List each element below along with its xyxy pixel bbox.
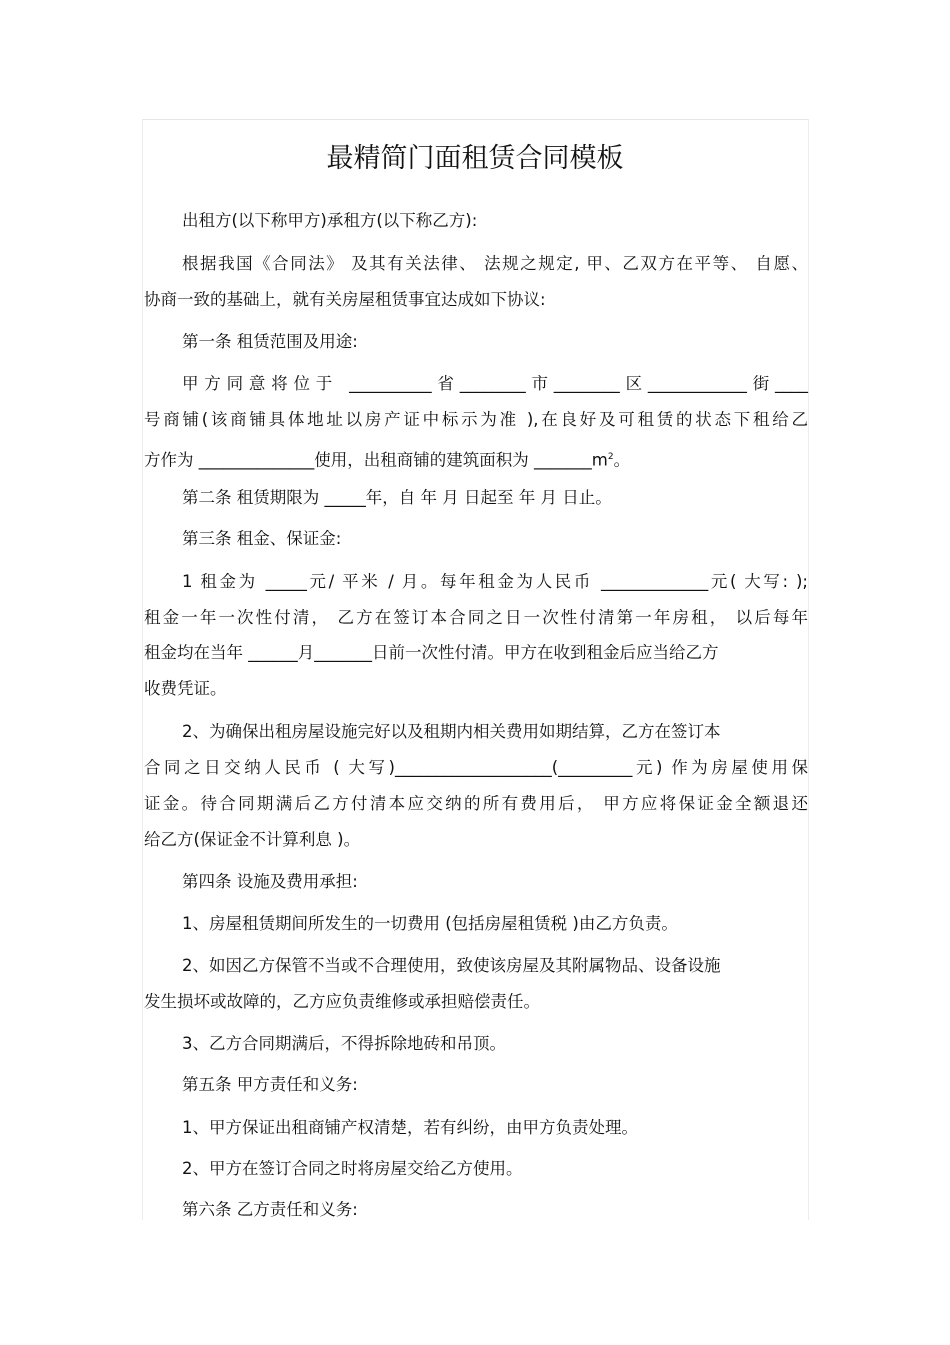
- article-1-line-3: 方作为 ______________使用，出租商铺的建筑面积为 $\_\_\_\_\_\_\_m^2$。: [144, 450, 631, 470]
- article-3-clause-1-line-2: 租金一年一次性付清， 乙方在签订本合同之日一次性付清第一年房租， 以后每年: [144, 608, 808, 627]
- article-3-heading: 第三条 租金、保证金:: [182, 529, 342, 548]
- article-5-heading: 第五条 甲方责任和义务:: [182, 1075, 358, 1094]
- preamble-line-2: 协商一致的基础上，就有关房屋租赁事宜达成如下协议:: [144, 290, 546, 309]
- article-2-line: 第二条 租赁期限为 _____年，自 年 月 日起至 年 月 日止。: [182, 488, 612, 507]
- document-title: 最精简门面租赁合同模板: [326, 143, 624, 174]
- article-6-heading: 第六条 乙方责任和义务:: [182, 1200, 358, 1219]
- article-4-clause-2-line-2: 发生损坏或故障的，乙方应负责维修或承担赔偿责任。: [144, 992, 540, 1011]
- article-4-clause-1: 1、房屋租赁期间所发生的一切费用 (包括房屋租赁税 )由乙方负责。: [182, 914, 678, 933]
- article-1-line-2: 号商铺(该商铺具体地址以房产证中标示为准 ),在良好及可租赁的状态下租给乙: [144, 410, 808, 429]
- preamble-line-1: 根据我国《合同法》 及其有关法律、 法规之规定, 甲、乙双方在平等、 自愿、: [182, 254, 808, 273]
- article-5-clause-1: 1、甲方保证出租商铺产权清楚，若有纠纷，由甲方负责处理。: [182, 1118, 638, 1137]
- area-unit-superscript: 2: [607, 452, 614, 462]
- article-3-clause-2-line-3: 证金。待合同期满后乙方付清本应交纳的所有费用后， 甲方应将保证金全额退还: [144, 794, 808, 813]
- parties-line: 出租方(以下称甲方)承租方(以下称乙方):: [182, 211, 478, 230]
- article-4-heading: 第四条 设施及费用承担:: [182, 872, 358, 891]
- article-4-clause-3: 3、乙方合同期满后，不得拆除地砖和吊顶。: [182, 1034, 506, 1053]
- article-3-clause-1-line-1: 1 租金为 _____元/ 平米 / 月。每年租金为人民币 _____________元( 大写: );: [182, 572, 808, 591]
- article-1-line-1: 甲方同意将位于 __________省________市________区____________街____: [182, 374, 808, 393]
- article-4-clause-2-line-1: 2、如因乙方保管不当或不合理使用，致使该房屋及其附属物品、设备设施: [182, 956, 721, 975]
- article-1-heading: 第一条 租赁范围及用途:: [182, 332, 358, 351]
- article-3-clause-2-line-1: 2、为确保出租房屋设施完好以及租期内相关费用如期结算，乙方在签订本: [182, 722, 721, 741]
- article-3-clause-1-line-4: 收费凭证。: [144, 679, 227, 698]
- article-5-clause-2: 2、甲方在签订合同之时将房屋交给乙方使用。: [182, 1159, 523, 1178]
- article-3-clause-2-line-2: 合同之日交纳人民币 ( 大写)___________________(_________元) 作为房屋使用保: [144, 758, 808, 777]
- article-3-clause-1-line-3: 租金均在当年 ______月_______日前一次性付清。甲方在收到租金后应当给乙方: [144, 643, 719, 662]
- article-3-clause-2-line-4: 给乙方(保证金不计算利息 )。: [144, 830, 361, 849]
